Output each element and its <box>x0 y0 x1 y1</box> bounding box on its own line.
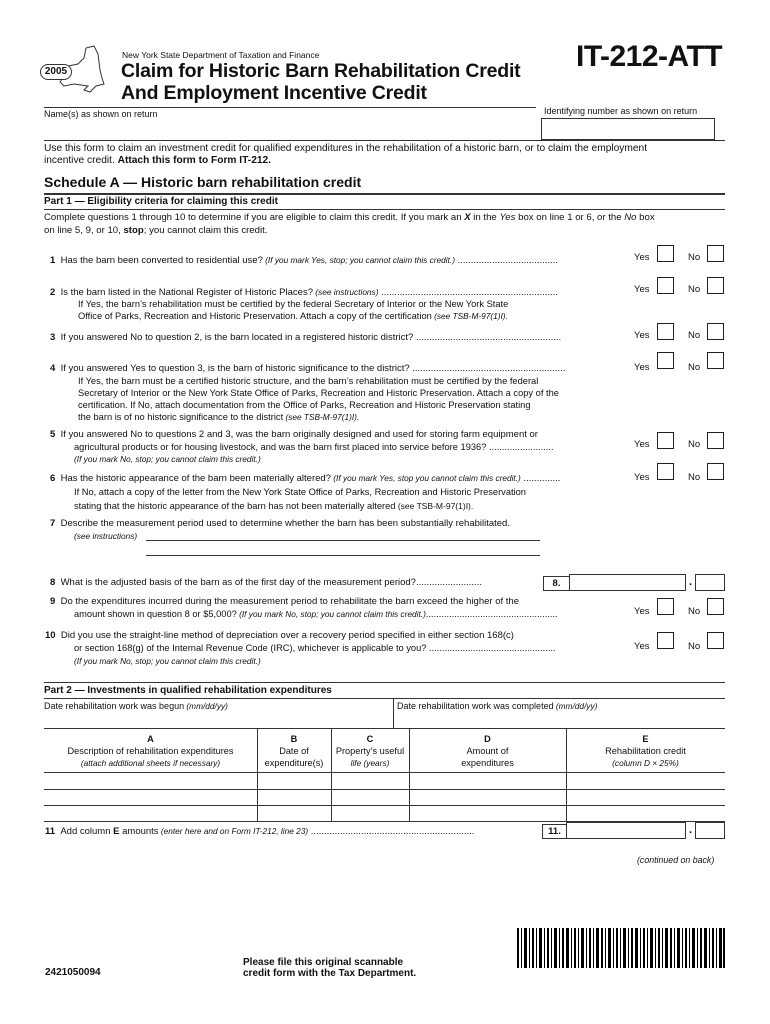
table-row[interactable] <box>44 773 725 789</box>
date-begun-label: Date rehabilitation work was begun (mm/dd/yy) <box>44 701 228 711</box>
q4-yes-checkbox[interactable] <box>657 352 674 369</box>
date-begun-field[interactable] <box>44 712 392 728</box>
id-number-label: Identifying number as shown on return <box>544 106 698 116</box>
question-6-sub2: stating that the historic appearance of the barn has not been materially altered (see TSB-M-97(1)I). <box>74 501 474 511</box>
question-4-sub4: the barn is of no historic significance to the district (see TSB-M-97(1)I). <box>78 412 360 422</box>
q6-no-label: No <box>688 472 701 483</box>
line-8-decimal: . <box>689 576 693 588</box>
question-6-sub1: If No, attach a copy of the letter from the New York State Office of Parks, Recreation and Historic Preservation <box>74 487 526 497</box>
question-8: 8 What is the adjusted basis of the barn as of the first day of the measurement period?......................... <box>50 577 482 588</box>
q6-no-checkbox[interactable] <box>707 463 724 480</box>
q5-no-label: No <box>688 439 701 450</box>
q9-yes-label: Yes <box>634 606 650 617</box>
line-11-amount-field[interactable] <box>566 822 686 839</box>
q4-no-label: No <box>688 362 701 373</box>
intro-text-plain: incentive credit. <box>44 155 118 166</box>
intro-text-line1: Use this form to claim an investment credit for qualified expenditures in the rehabilitation of a historic barn, or to claim the employment <box>44 143 648 154</box>
q3-no-checkbox[interactable] <box>707 323 724 340</box>
question-5-line2: agricultural products or for housing livestock, and was the barn first placed into service before 1936? ......................... <box>74 442 554 452</box>
intro-text-line2 <box>44 155 271 166</box>
question-5-note: (If you mark No, stop; you cannot claim this credit.) <box>74 454 261 464</box>
part2-title: Part 2 — Investments in qualified rehabilitation expenditures <box>44 685 332 696</box>
form-number: IT-212-ATT <box>576 40 723 73</box>
part1-instructions-line2: on line 5, 9, or 10, stop; you cannot claim this credit. <box>44 225 268 236</box>
form-title-line1: Claim for Historic Barn Rehabilitation Credit <box>121 60 521 82</box>
id-number-field[interactable] <box>541 118 715 140</box>
file-note-line2: credit form with the Tax Department. <box>243 968 417 979</box>
table-row[interactable] <box>44 790 725 805</box>
table-row[interactable] <box>44 806 725 821</box>
q6-yes-checkbox[interactable] <box>657 463 674 480</box>
q4-yes-label: Yes <box>634 362 650 373</box>
column-e-header: E Rehabilitation credit (column D × 25%) <box>605 734 686 768</box>
q1-yes-label: Yes <box>634 252 650 263</box>
q7-answer-line-2[interactable] <box>146 555 540 556</box>
names-field[interactable] <box>44 122 536 140</box>
q9-yes-checkbox[interactable] <box>657 598 674 615</box>
question-10: 10 Did you use the straight-line method of depreciation over a recovery period specified in either section 168(c) <box>45 630 514 641</box>
question-9: 9 Do the expenditures incurred during the measurement period to rehabilitate the barn exceed the higher of the <box>50 596 519 607</box>
line-8-label: 8. <box>543 576 569 591</box>
question-7-note: (see instructions) <box>74 531 138 541</box>
department-name: New York State Department of Taxation and Finance <box>122 50 320 60</box>
question-5: 5 If you answered No to questions 2 and 3, was the barn originally designed and used for storing farm equipment or <box>50 429 538 440</box>
q9-no-label: No <box>688 606 701 617</box>
line-11-decimal: . <box>689 824 693 836</box>
line-11-label: 11. <box>542 824 566 839</box>
q2-yes-label: Yes <box>634 284 650 295</box>
line-11: 11 Add column E amounts (enter here and on Form IT-212, line 23) .............................................................. <box>45 826 475 837</box>
question-4: 4 If you answered Yes to question 3, is the barn of historic significance to the district? .......................................................... <box>50 363 566 374</box>
form-code: 2421050094 <box>45 967 101 978</box>
q1-yes-checkbox[interactable] <box>657 245 674 262</box>
column-b-header: B Date of expenditure(s) <box>264 734 324 768</box>
column-a-header: A Description of rehabilitation expenditures (attach additional sheets if necessary) <box>67 734 234 768</box>
file-note-line1: Please file this original scannable <box>243 957 404 968</box>
question-4-sub2: Secretary of Interior or the New York State Office of Parks, Recreation and Historic Preservation. Attach a copy of the <box>78 388 559 398</box>
question-2-sub1: If Yes, the barn’s rehabilitation must be certified by the federal Secretary of Interior or the New York State <box>78 299 509 309</box>
q5-yes-checkbox[interactable] <box>657 432 674 449</box>
line-8-amount-field[interactable] <box>569 574 686 591</box>
q10-no-label: No <box>688 641 701 652</box>
line-8-cents-field[interactable] <box>695 574 725 591</box>
intro-attach-instruction: Attach this form to Form IT-212. <box>117 155 272 166</box>
part1-title: Part 1 — Eligibility criteria for claiming this credit <box>44 196 278 207</box>
question-2: 2 Is the barn listed in the National Register of Historic Places? (see instructions) ................................................................... <box>50 287 558 298</box>
names-label: Name(s) as shown on return <box>44 109 158 119</box>
line-11-cents-field[interactable] <box>695 822 725 839</box>
q3-yes-label: Yes <box>634 330 650 341</box>
q2-yes-checkbox[interactable] <box>657 277 674 294</box>
q2-no-label: No <box>688 284 701 295</box>
date-completed-field[interactable] <box>397 712 725 728</box>
question-6: 6 Has the historic appearance of the barn been materially altered? (If you mark Yes, stop you cannot claim this credit.) .............. <box>50 473 561 484</box>
part1-instructions-line1: Complete questions 1 through 10 to determine if you are eligible to claim this credit. If you mark an X in the Yes box on line 1 or 6, or the No box <box>44 212 655 223</box>
question-1: 1 Has the barn been converted to residential use? (If you mark Yes, stop; you cannot claim this credit.) ...................................... <box>50 255 558 266</box>
q3-yes-checkbox[interactable] <box>657 323 674 340</box>
q2-no-checkbox[interactable] <box>707 277 724 294</box>
question-9-line2: amount shown in question 8 or $5,000? (If you mark No, stop; you cannot claim this credit.)................................................... <box>74 609 558 619</box>
question-4-sub3: certification. If No, attach documentation from the Office of Parks, Recreation and Historic Preservation stating <box>78 400 531 410</box>
q9-no-checkbox[interactable] <box>707 598 724 615</box>
question-10-note: (If you mark No, stop; you cannot claim this credit.) <box>74 656 261 666</box>
form-title-line2: And Employment Incentive Credit <box>121 82 427 104</box>
q3-no-label: No <box>688 330 701 341</box>
column-d-header: D Amount of expenditures <box>461 734 514 768</box>
question-4-sub1: If Yes, the barn must be a certified historic structure, and the barn’s rehabilitation must be certified by the federal <box>78 376 539 386</box>
q4-no-checkbox[interactable] <box>707 352 724 369</box>
question-3: 3 If you answered No to question 2, is the barn located in a registered historic district? ....................................................... <box>50 332 562 343</box>
q5-no-checkbox[interactable] <box>707 432 724 449</box>
q10-no-checkbox[interactable] <box>707 632 724 649</box>
question-7: 7 Describe the measurement period used to determine whether the barn has been substantially rehabilitated. <box>50 518 510 529</box>
q5-yes-label: Yes <box>634 439 650 450</box>
column-c-header: C Property’s useful life (years) <box>335 734 405 768</box>
q7-answer-line-1[interactable] <box>146 540 540 541</box>
date-completed-label: Date rehabilitation work was completed (mm/dd/yy) <box>397 701 598 711</box>
q1-no-checkbox[interactable] <box>707 245 724 262</box>
q6-yes-label: Yes <box>634 472 650 483</box>
continued-note: (continued on back) <box>637 855 715 865</box>
year-badge: 2005 <box>40 64 72 80</box>
q1-no-label: No <box>688 252 701 263</box>
q10-yes-label: Yes <box>634 641 650 652</box>
question-10-line2: or section 168(g) of the Internal Revenue Code (IRC), whichever is applicable to you? ................................................. <box>74 643 556 653</box>
barcode-icon <box>517 928 725 968</box>
schedule-a-title: Schedule A — Historic barn rehabilitation credit <box>44 174 362 190</box>
q10-yes-checkbox[interactable] <box>657 632 674 649</box>
question-2-sub2: Office of Parks, Recreation and Historic Preservation. Attach a copy of the certification (see TSB-M-97(1)I). <box>78 311 508 321</box>
